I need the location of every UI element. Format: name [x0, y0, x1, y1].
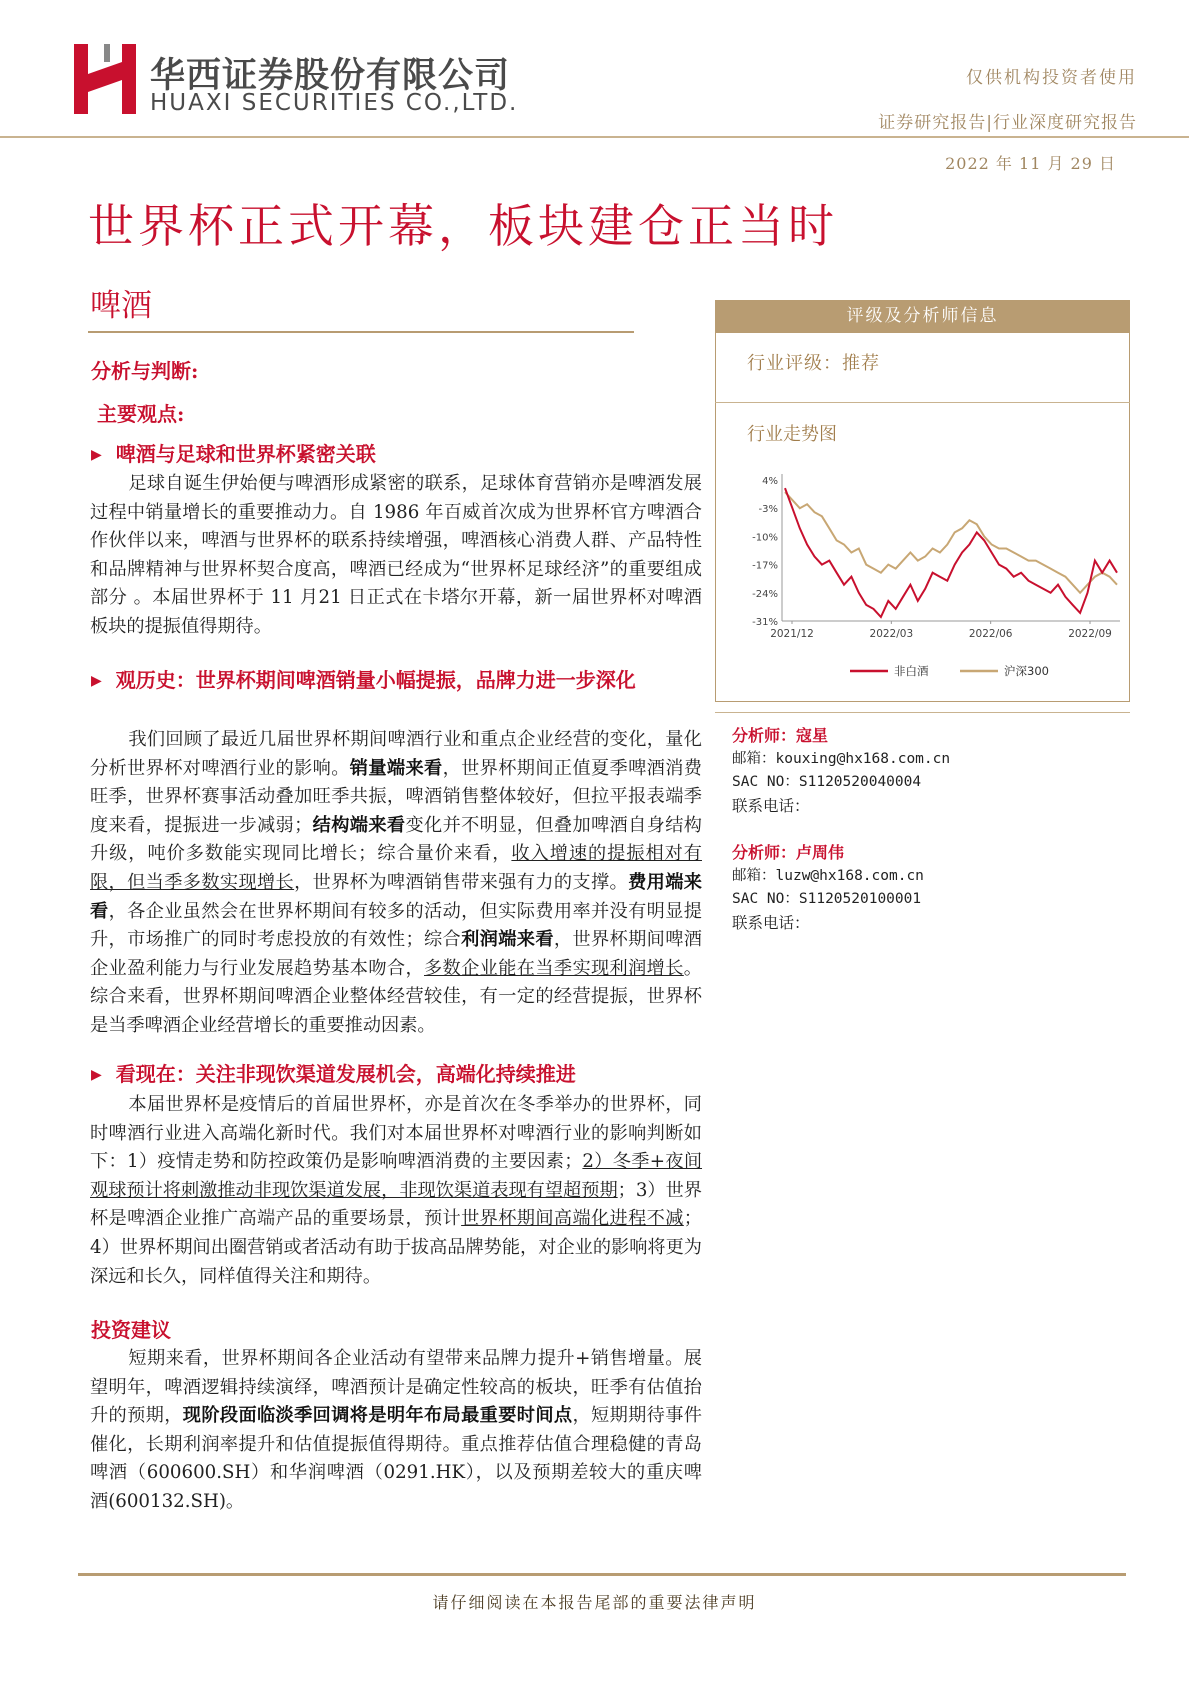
bullet-heading-3: ▶ 看现在：关注非现饮渠道发展机会，高端化持续推进: [91, 1062, 576, 1086]
analyst-email[interactable]: 邮箱：kouxing@hx168.com.cn: [732, 750, 951, 767]
bullet-text-2: 我们回顾了最近几届世界杯期间啤酒行业和重点企业经营的变化，量化分析世界杯对啤酒行业的影响。销量端来看，世界杯期间正值夏季啤酒消费旺季，世界杯赛事活动叠加旺季共振，啤酒销售整体较好，但拉平报表端季度来看，提振进一步减弱；结构端来看变化并不明显，但叠加啤酒自身结构升级，吨价多数能实现同比增长；综合量价来看，收入增速的提振相对有限，但当季多数实现增长，世界杯为啤酒销售带来强有力的支撑。费用端来看，各企业虽然会在世界杯期间有较多的活动，但实际费用率并没有明显提升，市场推广的同时考虑投放的有效性；综合利润端来看，世界杯期间啤酒企业盈利能力与行业发展趋势基本吻合，多数企业能在当季实现利润增长。综合来看，世界杯期间啤酒企业整体经营较佳，有一定的经营提振，世界杯是当季啤酒企业经营增长的重要推动因素。: [90, 729, 702, 1036]
analyst-name: 分析师：寇星: [732, 726, 829, 745]
sector-divider: [88, 331, 634, 333]
analyst-sac: SAC NO：S1120520040004: [732, 774, 922, 790]
section-invest: 投资建议: [91, 1318, 171, 1342]
rating-divider: [715, 402, 1130, 403]
investor-notice: 仅供机构投资者使用: [966, 68, 1137, 88]
report-title: 世界杯正式开幕，板块建仓正当时: [88, 199, 838, 253]
bullet-heading-2: ▶ 观历史：世界杯期间啤酒销量小幅提振，品牌力进一步深化: [91, 668, 636, 692]
sector-label: 啤酒: [90, 288, 152, 324]
analyst-email[interactable]: 邮箱：luzw@hx168.com.cn: [732, 867, 924, 884]
rating-panel-header: 评级及分析师信息: [715, 300, 1130, 333]
bullet-text-1: 足球自诞生伊始便与啤酒形成紧密的联系，足球体育营销亦是啤酒发展过程中销量增长的重要推动力。自 1986 年百威首次成为世界杯官方啤酒合作伙伴以来，啤酒与世界杯的联系持续增强，啤酒核心消费人群、产品特性和品牌精神与世界杯契合度高，啤酒已经成为“世界杯足球经济”的重要组成部分 。本届世界杯于 11 月21 日正式在卡塔尔开幕，新一届世界杯对啤酒板块的提振值得期待。: [90, 473, 702, 637]
report-type: 证券研究报告|行业深度研究报告: [878, 113, 1137, 133]
y-tick-label: 4%: [762, 476, 778, 487]
y-tick-label: -3%: [758, 504, 778, 516]
invest-text: 短期来看，世界杯期间各企业活动有望带来品牌力提升+销售增量。展望明年，啤酒逻辑持续演绎，啤酒预计是确定性较高的板块，旺季有估值抬升的预期，现阶段面临淡季回调将是明年布局最重要时间点，短期期待事件催化，长期利润率提升和估值提振值得期待。重点推荐估值合理稳健的青岛啤酒（600600.SH）和华润啤酒（0291.HK），以及预期差较大的重庆啤酒(600132.SH)。: [90, 1348, 702, 1512]
huaxi-logo-icon: [74, 44, 136, 114]
section-analysis: 分析与判断:: [91, 359, 199, 383]
x-tick-label: 2022/09: [1068, 628, 1112, 640]
triangle-bullet-icon: ▶: [91, 673, 102, 689]
header-divider: [0, 136, 1189, 138]
trend-chart-label: 行业走势图: [747, 424, 837, 445]
legend-label: 非白酒: [894, 664, 929, 678]
legal-notice: 请仔细阅读在本报告尾部的重要法律声明: [432, 1593, 757, 1612]
section-main-points: 主要观点:: [97, 402, 185, 426]
analyst-phone: 联系电话：: [732, 796, 810, 815]
report-date: 2022 年 11 月 29 日: [945, 154, 1116, 173]
footer-divider: [78, 1573, 1126, 1576]
bullet-heading-1: ▶ 啤酒与足球和世界杯紧密关联: [91, 442, 376, 466]
series-line-非白酒: [785, 488, 1117, 617]
series-line-沪深300: [785, 492, 1117, 593]
analyst-phone: 联系电话：: [732, 913, 810, 932]
x-tick-label: 2022/06: [968, 628, 1013, 640]
triangle-bullet-icon: ▶: [91, 1067, 102, 1083]
bullet-text-3: 本届世界杯是疫情后的首届世界杯，亦是首次在冬季举办的世界杯，同时啤酒行业进入高端化新时代。我们对本届世界杯对啤酒行业的影响判断如下：1）疫情走势和防控政策仍是影响啤酒消费的主要因素；2）冬季+夜间观球预计将刺激推动非现饮渠道发展，非现饮渠道表现有望超预期；3）世界杯是啤酒企业推广高端产品的重要场景，预计世界杯期间高端化进程不减；4）世界杯期间出圈营销或者活动有助于拔高品牌势能，对企业的影响将更为深远和长久，同样值得关注和期待。: [90, 1094, 703, 1287]
analyst-block-2: [732, 841, 924, 935]
y-tick-label: -10%: [752, 532, 778, 544]
company-name-en: HUAXI SECURITIES CO.,LTD.: [150, 90, 519, 116]
company-name-cn: 华西证券股份有限公司: [150, 56, 511, 96]
trend-chart: [740, 466, 1125, 696]
analyst-divider: [715, 712, 1130, 713]
x-tick-label: 2021/12: [770, 628, 814, 640]
legend-label: 沪深300: [1004, 664, 1049, 678]
triangle-bullet-icon: ▶: [91, 447, 102, 463]
analyst-sac: SAC NO：S1120520100001: [732, 891, 922, 907]
industry-rating: 行业评级：推荐: [747, 353, 880, 374]
y-tick-label: -31%: [752, 617, 778, 628]
x-tick-label: 2022/03: [869, 628, 914, 640]
y-tick-label: -24%: [752, 588, 778, 600]
analyst-name: 分析师：卢周伟: [732, 843, 845, 862]
y-tick-label: -17%: [752, 560, 778, 572]
analyst-block-1: [732, 724, 950, 818]
